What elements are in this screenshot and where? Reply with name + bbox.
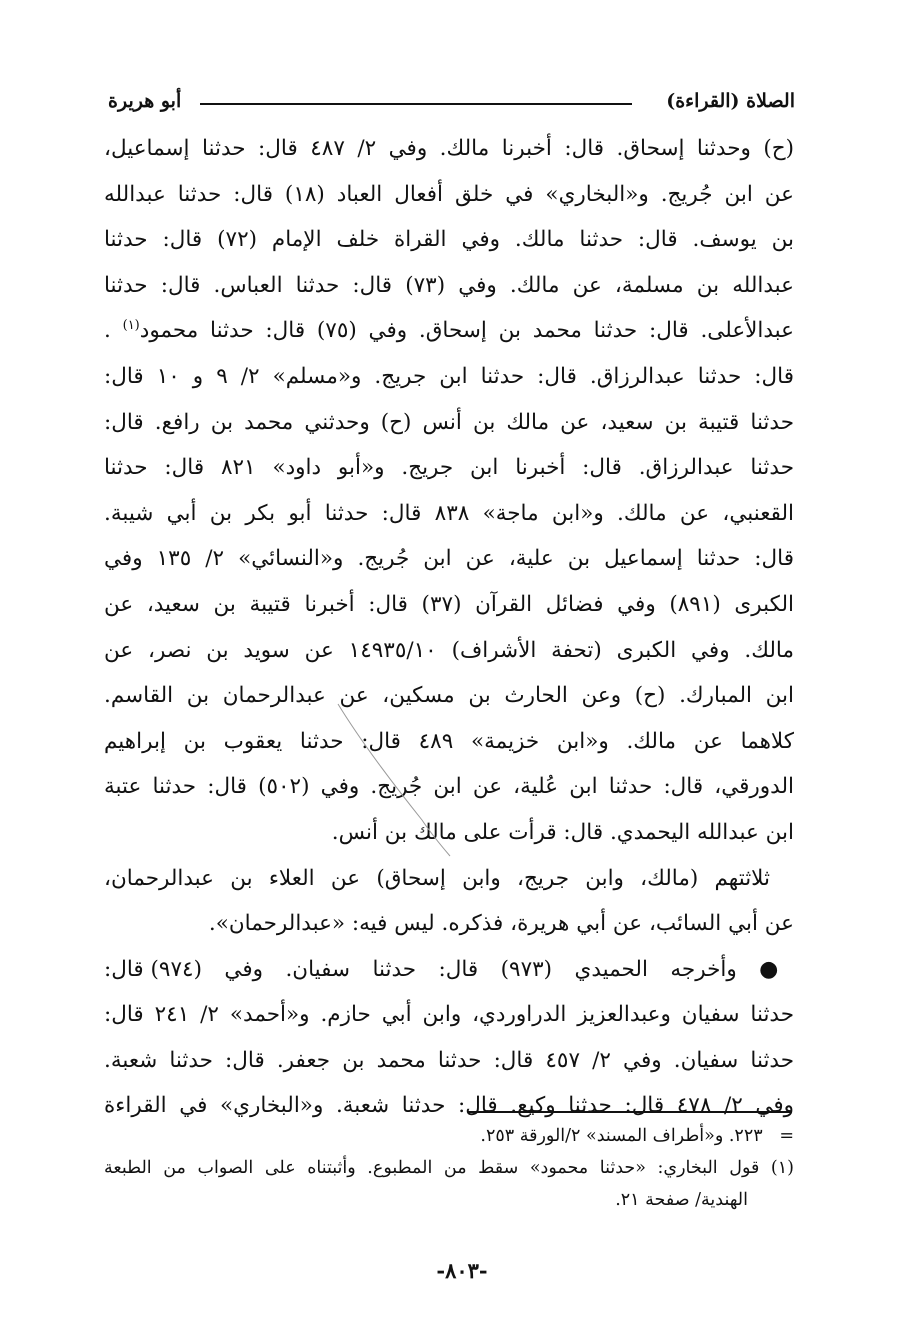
footnote-marker: (١) [122,318,140,334]
body-line: قال: حدثنا عبدالرزاق. قال: حدثنا ابن جريج. و«مسلم» ٢/ ٩ و ١٠ قال: [104,363,794,389]
footnote-1-continued: الهندية/ صفحة ٢١. [615,1190,748,1210]
body-line: وفي ٢/ ٤٧٨ قال: حدثنا وكيع. قال: حدثنا شعبة. و«البخاري» في القراءة [104,1093,794,1119]
body-text [104,126,794,1129]
body-line: حدثنا سفيان وعبدالعزيز الدراوردي، وابن أبي حازم. و«أحمد» ٢/ ٢٤١ قال: [104,1002,794,1028]
narrator-name: أبو هريرة [108,90,182,112]
body-line: كلاهما عن مالك. و«ابن خزيمة» ٤٨٩ قال: حدثنا يعقوب بن إبراهيم [104,728,794,754]
body-line: قال: حدثنا إسماعيل بن علية، عن ابن جُريج. و«النسائي» ٢/ ١٣٥ وفي [104,546,794,572]
body-line: ابن عبدالله اليحمدي. قال: قرأت على مالك بن أنس. [331,819,794,845]
body-line: حدثنا عبدالرزاق. قال: أخبرنا ابن جريج. و«أبو داود» ٨٢١ قال: حدثنا [104,455,794,481]
body-line: حدثنا قتيبة بن سعيد، عن مالك بن أنس (ح) وحدثني محمد بن رافع. قال: [104,409,794,435]
footnote-text: ٢٢٣. و«أطراف المسند» ٢/الورقة ٢٥٣. [480,1126,763,1146]
header-rule [200,103,632,105]
body-line: عبدالأعلى. قال: حدثنا محمد بن إسحاق. وفي (٧٥) قال: حدثنا محمود$^{(١)}$ . [104,318,794,344]
page-number: -٨٠٣- [436,1258,488,1283]
body-line-text: عبدالأعلى. قال: حدثنا محمد بن إسحاق. وفي (٧٥) قال: حدثنا محمود [139,318,794,344]
body-line: حدثنا سفيان. وفي ٢/ ٤٥٧ قال: حدثنا محمد بن جعفر. قال: حدثنا شعبة. [104,1047,794,1073]
footnote-1: (١) قول البخاري: «حدثنا محمود» سقط من المطبوع. وأثبتناه على الصواب من الطبعة [104,1158,794,1178]
bullet-icon: ● [759,956,794,982]
body-line-text: وأخرجه الحميدي (٩٧٣) قال: حدثنا سفيان. وفي (٩٧٤) قال: [104,956,737,982]
body-line: (ح) وحدثنا إسحاق. قال: أخبرنا مالك. وفي ٢/ ٤٨٧ قال: حدثنا إسماعيل، [104,136,794,161]
body-line: الكبرى (٨٩١) وفي فضائل القرآن (٣٧) قال: أخبرنا قتيبة بن سعيد، عن [104,591,794,617]
continuation-mark: = [779,1126,794,1146]
chapter-title: الصلاة (القراءة) [666,90,795,112]
body-line: مالك. وفي الكبرى (تحفة الأشراف) ١٤٩٣٥/١٠ عن سويد بن نصر، عن [104,637,794,663]
body-line: ابن المبارك. (ح) وعن الحارث بن مسكين، عن عبدالرحمان بن القاسم. [104,683,794,709]
body-line: الدورقي، قال: حدثنا ابن عُلية، عن ابن جُريج. وفي (٥٠٢) قال: حدثنا عتبة [104,774,794,800]
footnote-continuation [104,1120,794,1152]
footnote-rule [468,1111,791,1113]
body-line: عن ابن جُريج. و«البخاري» في خلق أفعال العباد (١٨) قال: حدثنا عبدالله [104,181,794,207]
body-line: عن أبي السائب، عن أبي هريرة، فذكره. ليس فيه: «عبدالرحمان». [208,911,794,937]
body-line: القعنبي، عن مالك. و«ابن ماجة» ٨٣٨ قال: حدثنا أبو بكر بن أبي شيبة. [104,500,794,526]
body-line: ثلاثتهم (مالك، وابن جريج، وابن إسحاق) عن العلاء بن عبدالرحمان، [104,865,770,891]
body-line: بن يوسف. قال: حدثنا مالك. وفي القراة خلف الإمام (٧٢) قال: حدثنا [104,227,794,253]
running-header [108,90,795,120]
body-line [104,947,794,993]
footnotes [104,1120,794,1216]
body-line: عبدالله بن مسلمة، عن مالك. وفي (٧٣) قال: حدثنا العباس. قال: حدثنا [104,272,794,298]
